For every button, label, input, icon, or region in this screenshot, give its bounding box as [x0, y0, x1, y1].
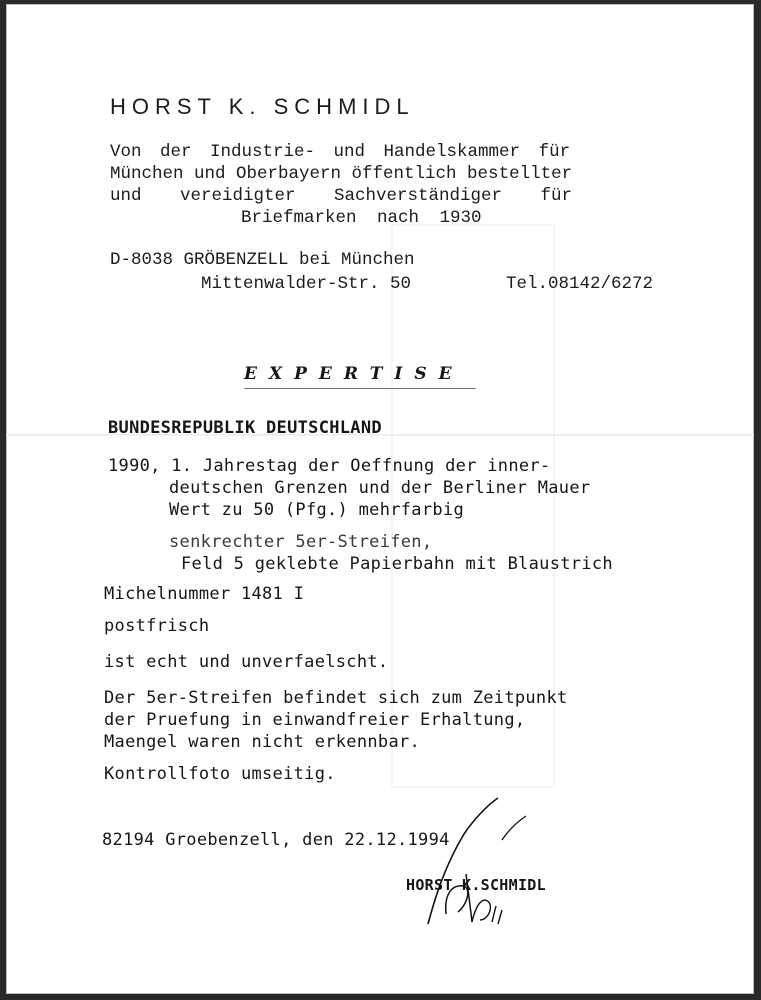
letterhead-intro-line-1: Von der Industrie- und Handelskammer für — [110, 142, 571, 162]
letterhead-intro-line-4: Briefmarken nach 1930 — [241, 208, 482, 228]
remarks-line-1: Der 5er-Streifen befindet sich zum Zeitpunkt — [104, 688, 568, 708]
address-line-1: D-8038 GRÖBENZELL bei München — [110, 250, 415, 270]
address-line-2: Mittenwalder-Str. 50 — [201, 274, 412, 294]
verdict-text: ist echt und unverfaelscht. — [104, 652, 389, 672]
phone-number: Tel.08142/6272 — [506, 274, 654, 294]
photo-note: Kontrollfoto umseitig. — [104, 764, 336, 784]
issue-line-1: 1990, 1. Jahrestag der Oeffnung der inner- — [108, 456, 551, 476]
document-title: EXPERTISE — [244, 364, 464, 384]
country-line: BUNDESREPUBLIK DEUTSCHLAND — [108, 418, 382, 438]
letterhead-intro-line-2: München und Oberbayern öffentlich bestellter — [110, 164, 573, 184]
remarks-line-3: Maengel waren nicht erkennbar. — [104, 732, 421, 752]
issue-line-3: Wert zu 50 (Pfg.) mehrfarbig — [169, 500, 464, 520]
expertise-certificate-page — [6, 4, 754, 994]
place-and-date: 82194 Groebenzell, den 22.12.1994 — [102, 830, 450, 850]
remarks-line-2: der Pruefung in einwandfreier Erhaltung, — [104, 710, 526, 730]
letterhead-name: HORST K. SCHMIDL — [110, 94, 415, 119]
signatory-name: HORST K.SCHMIDL — [406, 876, 546, 894]
item-line-1: senkrechter 5er-Streifen, — [169, 532, 433, 552]
handwritten-signature — [406, 794, 556, 944]
item-line-2: Feld 5 geklebte Papierbahn mit Blaustrich — [181, 554, 613, 574]
letterhead-intro-line-3: und vereidigter Sachverständiger für — [110, 186, 573, 206]
catalog-number: Michelnummer 1481 I — [104, 584, 305, 604]
condition-text: postfrisch — [104, 616, 210, 636]
title-underline — [244, 388, 476, 389]
issue-line-2: deutschen Grenzen und der Berliner Mauer — [169, 478, 591, 498]
